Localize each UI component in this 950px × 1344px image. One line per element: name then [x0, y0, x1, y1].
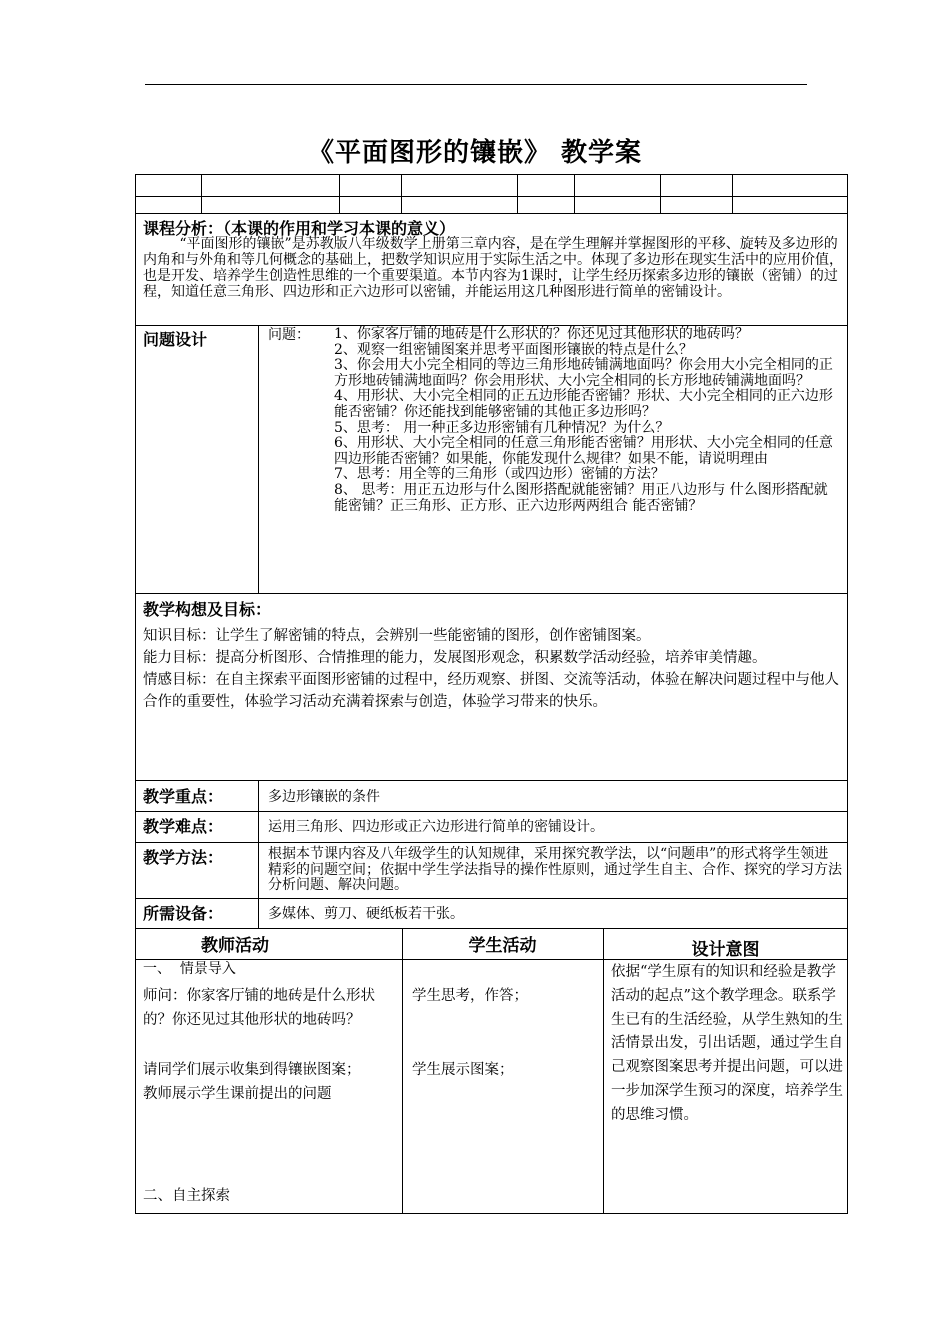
goals-body	[143, 625, 843, 713]
question-prefix: 问题：	[268, 327, 310, 343]
question-item: 2、观察一组密铺图案并思考平面图形镶嵌的特点是什么？	[334, 341, 693, 358]
course-analysis-heading: 课程分析：（本课的作用和学习本课的意义）	[143, 219, 456, 238]
question-item: 6、用形状、大小完全相同的任意三角形能否密铺？用形状、大小完全相同的任意四边形能否密铺？如果能，你能发现什么规律？如果不能，请说明理由	[334, 435, 833, 467]
question-item: 1、你家客厅铺的地砖是什么形状的？你还见过其他形状的地砖吗？	[334, 326, 749, 342]
course-analysis-body: “平面图形的镶嵌”是苏教版八年级数学上册第三章内容，是在学生理解并掌握图形的平移、旋转及多边形的内角和与外角和等几何概念的基础上，把数学知识应用于实际生活之中。体现了多边形在现实生活中的应用价值，也是开发、培养学生创造性思维的一个重要渠道。本节内容为1课时，让学生经历探索多边形的镶嵌（密铺）的过程，知道任意三角形、四边形和正六边形可以密铺，并能运用这几种图形进行简单的密铺设计。	[143, 236, 843, 300]
emotion-goal: 情感目标：在自主探索平面图形密铺的过程中，经历观察、拼图、交流等活动，体验在解决问题过程中与他人合作的重要性，体验学习活动充满着探索与创造，体验学习带来的快乐。	[143, 672, 839, 710]
difficulty-value: 运用三角形、四边形或正六边形进行简单的密铺设计。	[268, 819, 604, 835]
question-design-heading: 问题设计	[143, 330, 208, 349]
student-line-1: 学生思考，作答；	[412, 988, 528, 1004]
student-activity-header: 学生活动	[468, 936, 537, 956]
goals-heading: 教学构想及目标：	[143, 600, 272, 619]
student-line-2: 学生展示图案；	[412, 1062, 514, 1078]
method-label: 教学方法：	[143, 848, 224, 867]
teacher-line-3: 请同学们展示收集到得镶嵌图案；	[143, 1062, 361, 1078]
question-item: 4、用形状、大小完全相同的正五边形能否密铺？形状、大小完全相同的正六边形能否密铺？你还能找到能够密铺的其他正多边形吗？	[334, 388, 833, 420]
ability-goal: 能力目标：提高分析图形、合情推理的能力，发展图形观念，积累数学活动经验，培养审美情趣。	[143, 650, 767, 666]
knowledge-goal: 知识目标：让学生了解密铺的特点，会辨别一些能密铺的图形，创作密铺图案。	[143, 628, 651, 644]
teacher-line-2: 师问：你家客厅铺的地砖是什么形状的？你还见过其他形状的地砖吗？	[143, 988, 375, 1028]
equipment-label: 所需设备：	[143, 904, 224, 923]
equipment-value: 多媒体、剪刀、硬纸板若干张。	[268, 906, 464, 922]
question-item: 7、思考：用全等的三角形（或四边形）密铺的方法？	[334, 466, 665, 483]
question-list	[334, 327, 841, 514]
key-point-label: 教学重点：	[143, 787, 224, 806]
key-point-value: 多边形镶嵌的条件	[268, 789, 380, 805]
question-item: 3、你会用大小完全相同的等边三角形地砖铺满地面吗？你会用大小完全相同的正方形地砖铺满地面吗？你会用形状、大小完全相同的长方形地砖铺满地面吗？	[334, 357, 833, 389]
difficulty-label: 教学难点：	[143, 817, 224, 836]
teacher-line-5: 二、自主探索	[143, 1188, 230, 1204]
teacher-line-4: 教师展示学生课前提出的问题	[143, 1086, 332, 1102]
design-intent-header: 设计意图	[691, 940, 760, 960]
page-title: 《平面图形的镶嵌》 教学案	[307, 138, 643, 168]
method-value: 根据本节课内容及八年级学生的认知规律，采用探究教学法，以“问题串”的形式将学生领进精彩的问题空间；依据中学生学法指导的操作性原则，通过学生自主、合作、探究的学习方法分析问题、解决问题。	[268, 846, 842, 893]
teacher-activity-header: 教师活动	[201, 936, 269, 956]
question-item: 5、思考： 用一种正多边形密铺有几种情况？为什么？	[334, 419, 670, 436]
teacher-line-1: 一、 情景导入	[143, 961, 236, 977]
question-item: 8、 思考：用正五边形与什么图形搭配就能密铺？用正八边形与 什么图形搭配就能密铺？正三角形、正方形、正六边形两两组合 能否密铺？	[334, 481, 828, 514]
design-intent-text: 依据“学生原有的知识和经验是教学活动的起点”这个教学理念。联系学生已有的生活经验，从学生熟知的生活情景出发，引出话题，通过学生自己观察图案思考并提出问题，可以进一步加深学生预习的深度，培养学生的思维习惯。	[611, 964, 843, 1123]
header-rule	[145, 84, 807, 85]
